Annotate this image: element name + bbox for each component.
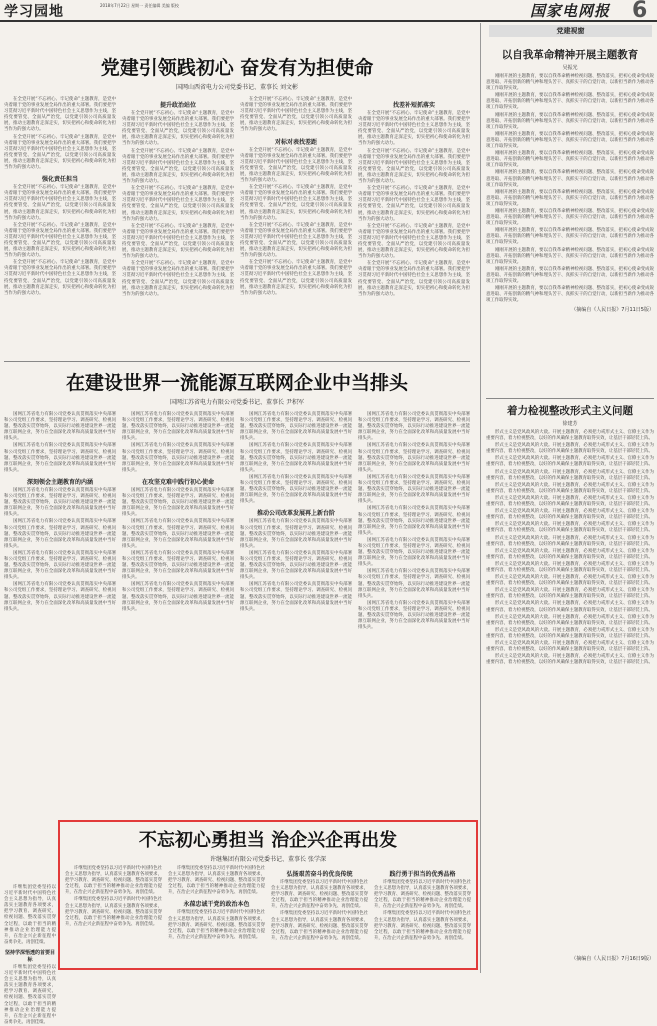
article-1-body: 在全党开展“不忘初心、牢记使命”主题教育，是党中央着眼于党的事业发展全局作出的重大部署。我们要把学习贯彻习近平新时代中国特色社会主义思想作为主线，坚持党要管党、全面从严治党，以党建引领公司高质量发展，推动主题教育走深走实，切实把初心和使命转化为担当作为的强大动力。 在全党开展“不忘初心、牢记使命”主题教育，是党中央着眼于党的事业发展全局作出的重大部署。我们要把学习贯彻习近平新时代中国特色社会主义思想作为主线，坚持党要管党、全面从严治党，以党建引领公司高质量发展，推动主题教育走深走实，切实把初心和使命转化为担当作为的强大动力。 强化责任担当 在全党开展“不忘初心、牢记使命”主题教育，是党中央着眼于党的事业发展全局作出的重大部署。我们要把学习贯彻习近平新时代中国特色社会主义思想作为主线，坚持党要管党、全面从严治党，以党建引领公司高质量发展，推动主题教育走深走实，切实把初心和使命转化为担当作为的强大动力。 在全党开展“不忘初心、牢记使命”主题教育，是党中央着眼于党的事业发展全局作出的重大部署。我们要把学习贯彻习近平新时代中国特色社会主义思想作为主线，坚持党要管党、全面从严治党，以党建引领公司高质量发展，推动主题教育走深走实，切实把初心和使命转化为担当作为的强大动力。 在全党开展“不忘初心、牢记使命”主题教育，是党中央着眼于党的事业发展全局作出的重大部署。我们要把学习贯彻习近平新时代中国特色社会主义思想作为主线，坚持党要管党、全面从严治党，以党建引领公司高质量发展，推动主题教育走深走实，切实把初心和使命转化为担当作为的强大动力。 提升政治站位 在全党开展“不忘初心、牢记使命”主题教育，是党中央着眼于党的事业发展全局作出的重大部署。我们要把学习贯彻习近平新时代中国特色社会主义思想作为主线，坚持党要管党、全面从严治党，以党建引领公司高质量发展，推动主题教育走深走实，切实把初心和使命转化为担当作为的强大动力。 在全党开展“不忘初心、牢记使命”主题教育，是党中央着眼于党的事业发展全局作出的重大部署。我们要把学习贯彻习近平新时代中国特色社会主义思想作为主线，坚持党要管党、全面从严治党，以党建引领公司高质量发展，推动主题教育走深走实，切实把初心和使命转化为担当作为的强大动力。 在全党开展“不忘初心、牢记使命”主题教育，是党中央着眼于党的事业发展全局作出的重大部署。我们要把学习贯彻习近平新时代中国特色社会主义思想作为主线，坚持党要管党、全面从严治党，以党建引领公司高质量发展，推动主题教育走深走实，切实把初心和使命转化为担当作为的强大动力。 在全党开展“不忘初心、牢记使命”主题教育，是党中央着眼于党的事业发展全局作出的重大部署。我们要把学习贯彻习近平新时代中国特色社会主义思想作为主线，坚持党要管党、全面从严治党，以党建引领公司高质量发展，推动主题教育走深走实，切实把初心和使命转化为担当作为的强大动力。 在全党开展“不忘初心、牢记使命”主题教育，是党中央着眼于党的事业发展全局作出的重大部署。我们要把学习贯彻习近平新时代中国特色社会主义思想作为主线，坚持党要管党、全面从严治党，以党建引领公司高质量发展，推动主题教育走深走实，切实把初心和使命转化为担当作为的强大动力。 在全党开展“不忘初心、牢记使命”主题教育，是党中央着眼于党的事业发展全局作出的重大部署。我们要把学习贯彻习近平新时代中国特色社会主义思想作为主线，坚持党要管党、全面从严治党，以党建引领公司高质量发展，推动主题教育走深走实，切实把初心和使命转化为担当作为的强大动力。 对标对表找差距 在全党开展“不忘初心、牢记使命”主题教育，是党中央着眼于党的事业发展全局作出的重大部署。我们要把学习贯彻习近平新时代中国特色社会主义思想作为主线，坚持党要管党、全面从严治党，以党建引领公司高质量发展，推动主题教育走深走实，切实把初心和使命转化为担当作为的强大动力。 在全党开展“不忘初心、牢记使命”主题教育，是党中央着眼于党的事业发展全局作出的重大部署。我们要把学习贯彻习近平新时代中国特色社会主义思想作为主线，坚持党要管党、全面从严治党，以党建引领公司高质量发展，推动主题教育走深走实，切实把初心和使命转化为担当作为的强大动力。 在全党开展“不忘初心、牢记使命”主题教育，是党中央着眼于党的事业发展全局作出的重大部署。我们要把学习贯彻习近平新时代中国特色社会主义思想作为主线，坚持党要管党、全面从严治党，以党建引领公司高质量发展，推动主题教育走深走实，切实把初心和使命转化为担当作为的强大动力。 在全党开展“不忘初心、牢记使命”主题教育，是党中央着眼于党的事业发展全局作出的重大部署。我们要把学习贯彻习近平新时代中国特色社会主义思想作为主线，坚持党要管党、全面从严治党，以党建引领公司高质量发展，推动主题教育走深走实，切实把初心和使命转化为担当作为的强大动力。 找差补短抓落实 在全党开展“不忘初心、牢记使命”主题教育，是党中央着眼于党的事业发展全局作出的重大部署。我们要把学习贯彻习近平新时代中国特色社会主义思想作为主线，坚持党要管党、全面从严治党，以党建引领公司高质量发展，推动主题教育走深走实，切实把初心和使命转化为担当作为的强大动力。 在全党开展“不忘初心、牢记使命”主题教育，是党中央着眼于党的事业发展全局作出的重大部署。我们要把学习贯彻习近平新时代中国特色社会主义思想作为主线，坚持党要管党、全面从严治党，以党建引领公司高质量发展，推动主题教育走深走实，切实把初心和使命转化为担当作为的强大动力。 在全党开展“不忘初心、牢记使命”主题教育，是党中央着眼于党的事业发展全局作出的重大部署。我们要把学习贯彻习近平新时代中国特色社会主义思想作为主线，坚持党要管党、全面从严治党，以党建引领公司高质量发展，推动主题教育走深走实，切实把初心和使命转化为担当作为的强大动力。 在全党开展“不忘初心、牢记使命”主题教育，是党中央着眼于党的事业发展全局作出的重大部署。我们要把学习贯彻习近平新时代中国特色社会主义思想作为主线，坚持党要管党、全面从严治党，以党建引领公司高质量发展，推动主题教育走深走实，切实把初心和使命转化为担当作为的强大动力。 在全党开展“不忘初心、牢记使命”主题教育，是党中央着眼于党的事业发展全局作出的重大部署。我们要把学习贯彻习近平新时代中国特色社会主义思想作为主线，坚持党要管党、全面从严治党，以党建引领公司高质量发展，推动主题教育走深走实，切实把初心和使命转化为担当作为的强大动力。: [4, 97, 470, 297]
article-1-subhead-1: 强化责任担当: [41, 176, 78, 184]
article-3-highlighted: [58, 820, 478, 970]
article-3-subhead-1: 坚持学深悟透的首要目标: [4, 949, 55, 963]
article-2-body: 国网江苏省电力有限公司党委认真贯彻落实中央部署和公司党组工作要求，坚持理论学习、调查研究、检视问题、整改落实贯穿始终，以实际行动推进建设世界一流能源互联网企业，努力在全面深化改革和高质量发展中当好排头兵。 国网江苏省电力有限公司党委认真贯彻落实中央部署和公司党组工作要求，坚持理论学习、调查研究、检视问题、整改落实贯穿始终，以实际行动推进建设世界一流能源互联网企业，努力在全面深化改革和高质量发展中当好排头兵。 深刻领会主题教育的内涵 国网江苏省电力有限公司党委认真贯彻落实中央部署和公司党组工作要求，坚持理论学习、调查研究、检视问题、整改落实贯穿始终，以实际行动推进建设世界一流能源互联网企业，努力在全面深化改革和高质量发展中当好排头兵。 国网江苏省电力有限公司党委认真贯彻落实中央部署和公司党组工作要求，坚持理论学习、调查研究、检视问题、整改落实贯穿始终，以实际行动推进建设世界一流能源互联网企业，努力在全面深化改革和高质量发展中当好排头兵。 国网江苏省电力有限公司党委认真贯彻落实中央部署和公司党组工作要求，坚持理论学习、调查研究、检视问题、整改落实贯穿始终，以实际行动推进建设世界一流能源互联网企业，努力在全面深化改革和高质量发展中当好排头兵。 国网江苏省电力有限公司党委认真贯彻落实中央部署和公司党组工作要求，坚持理论学习、调查研究、检视问题、整改落实贯穿始终，以实际行动推进建设世界一流能源互联网企业，努力在全面深化改革和高质量发展中当好排头兵。 国网江苏省电力有限公司党委认真贯彻落实中央部署和公司党组工作要求，坚持理论学习、调查研究、检视问题、整改落实贯穿始终，以实际行动推进建设世界一流能源互联网企业，努力在全面深化改革和高质量发展中当好排头兵。 国网江苏省电力有限公司党委认真贯彻落实中央部署和公司党组工作要求，坚持理论学习、调查研究、检视问题、整改落实贯穿始终，以实际行动推进建设世界一流能源互联网企业，努力在全面深化改革和高质量发展中当好排头兵。 在攻坚克难中践行初心使命 国网江苏省电力有限公司党委认真贯彻落实中央部署和公司党组工作要求，坚持理论学习、调查研究、检视问题、整改落实贯穿始终，以实际行动推进建设世界一流能源互联网企业，努力在全面深化改革和高质量发展中当好排头兵。 国网江苏省电力有限公司党委认真贯彻落实中央部署和公司党组工作要求，坚持理论学习、调查研究、检视问题、整改落实贯穿始终，以实际行动推进建设世界一流能源互联网企业，努力在全面深化改革和高质量发展中当好排头兵。 国网江苏省电力有限公司党委认真贯彻落实中央部署和公司党组工作要求，坚持理论学习、调查研究、检视问题、整改落实贯穿始终，以实际行动推进建设世界一流能源互联网企业，努力在全面深化改革和高质量发展中当好排头兵。 国网江苏省电力有限公司党委认真贯彻落实中央部署和公司党组工作要求，坚持理论学习、调查研究、检视问题、整改落实贯穿始终，以实际行动推进建设世界一流能源互联网企业，努力在全面深化改革和高质量发展中当好排头兵。 国网江苏省电力有限公司党委认真贯彻落实中央部署和公司党组工作要求，坚持理论学习、调查研究、检视问题、整改落实贯穿始终，以实际行动推进建设世界一流能源互联网企业，努力在全面深化改革和高质量发展中当好排头兵。 国网江苏省电力有限公司党委认真贯彻落实中央部署和公司党组工作要求，坚持理论学习、调查研究、检视问题、整改落实贯穿始终，以实际行动推进建设世界一流能源互联网企业，努力在全面深化改革和高质量发展中当好排头兵。 国网江苏省电力有限公司党委认真贯彻落实中央部署和公司党组工作要求，坚持理论学习、调查研究、检视问题、整改落实贯穿始终，以实际行动推进建设世界一流能源互联网企业，努力在全面深化改革和高质量发展中当好排头兵。 推动公司改革发展再上新台阶 国网江苏省电力有限公司党委认真贯彻落实中央部署和公司党组工作要求，坚持理论学习、调查研究、检视问题、整改落实贯穿始终，以实际行动推进建设世界一流能源互联网企业，努力在全面深化改革和高质量发展中当好排头兵。 国网江苏省电力有限公司党委认真贯彻落实中央部署和公司党组工作要求，坚持理论学习、调查研究、检视问题、整改落实贯穿始终，以实际行动推进建设世界一流能源互联网企业，努力在全面深化改革和高质量发展中当好排头兵。 国网江苏省电力有限公司党委认真贯彻落实中央部署和公司党组工作要求，坚持理论学习、调查研究、检视问题、整改落实贯穿始终，以实际行动推进建设世界一流能源互联网企业，努力在全面深化改革和高质量发展中当好排头兵。 国网江苏省电力有限公司党委认真贯彻落实中央部署和公司党组工作要求，坚持理论学习、调查研究、检视问题、整改落实贯穿始终，以实际行动推进建设世界一流能源互联网企业，努力在全面深化改革和高质量发展中当好排头兵。 国网江苏省电力有限公司党委认真贯彻落实中央部署和公司党组工作要求，坚持理论学习、调查研究、检视问题、整改落实贯穿始终，以实际行动推进建设世界一流能源互联网企业，努力在全面深化改革和高质量发展中当好排头兵。 国网江苏省电力有限公司党委认真贯彻落实中央部署和公司党组工作要求，坚持理论学习、调查研究、检视问题、整改落实贯穿始终，以实际行动推进建设世界一流能源互联网企业，努力在全面深化改革和高质量发展中当好排头兵。 国网江苏省电力有限公司党委认真贯彻落实中央部署和公司党组工作要求，坚持理论学习、调查研究、检视问题、整改落实贯穿始终，以实际行动推进建设世界一流能源互联网企业，努力在全面深化改革和高质量发展中当好排头兵。 国网江苏省电力有限公司党委认真贯彻落实中央部署和公司党组工作要求，坚持理论学习、调查研究、检视问题、整改落实贯穿始终，以实际行动推进建设世界一流能源互联网企业，努力在全面深化改革和高质量发展中当好排头兵。 国网江苏省电力有限公司党委认真贯彻落实中央部署和公司党组工作要求，坚持理论学习、调查研究、检视问题、整改落实贯穿始终，以实际行动推进建设世界一流能源互联网企业，努力在全面深化改革和高质量发展中当好排头兵。 国网江苏省电力有限公司党委认真贯彻落实中央部署和公司党组工作要求，坚持理论学习、调查研究、检视问题、整改落实贯穿始终，以实际行动推进建设世界一流能源互联网企业，努力在全面深化改革和高质量发展中当好排头兵。: [4, 412, 470, 631]
article-3-headline: 不忘初心勇担当 治企兴企再出发: [138, 830, 398, 851]
sidebar-article-2-author: 徐建芳: [562, 421, 578, 427]
sidebar-label: 党建视窗: [489, 25, 652, 37]
sidebar-article-2-title: 着力检视整改形式主义问题: [507, 405, 633, 417]
sidebar-divider: [486, 398, 654, 399]
sidebar-article-1: 以自我革命精神开展主题教育 吴振光 刚刚开展的主题教育，要以自我革命精神检视问题、整改落实，把初心使命变成锐意进取、开拓创新的精气神和埋头苦干、真抓实干的自觉行动，以新担当新作为推动各项工作取得实效。 刚刚开展的主题教育，要以自我革命精神检视问题、整改落实，把初心使命变成锐意进取、开拓创新的精气神和埋头苦干、真抓实干的自觉行动，以新担当新作为推动各项工作取得实效。 刚刚开展的主题教育，要以自我革命精神检视问题、整改落实，把初心使命变成锐意进取、开拓创新的精气神和埋头苦干、真抓实干的自觉行动，以新担当新作为推动各项工作取得实效。 刚刚开展的主题教育，要以自我革命精神检视问题、整改落实，把初心使命变成锐意进取、开拓创新的精气神和埋头苦干、真抓实干的自觉行动，以新担当新作为推动各项工作取得实效。 刚刚开展的主题教育，要以自我革命精神检视问题、整改落实，把初心使命变成锐意进取、开拓创新的精气神和埋头苦干、真抓实干的自觉行动，以新担当新作为推动各项工作取得实效。 刚刚开展的主题教育，要以自我革命精神检视问题、整改落实，把初心使命变成锐意进取、开拓创新的精气神和埋头苦干、真抓实干的自觉行动，以新担当新作为推动各项工作取得实效。 刚刚开展的主题教育，要以自我革命精神检视问题、整改落实，把初心使命变成锐意进取、开拓创新的精气神和埋头苦干、真抓实干的自觉行动，以新担当新作为推动各项工作取得实效。 刚刚开展的主题教育，要以自我革命精神检视问题、整改落实，把初心使命变成锐意进取、开拓创新的精气神和埋头苦干、真抓实干的自觉行动，以新担当新作为推动各项工作取得实效。 刚刚开展的主题教育，要以自我革命精神检视问题、整改落实，把初心使命变成锐意进取、开拓创新的精气神和埋头苦干、真抓实干的自觉行动，以新担当新作为推动各项工作取得实效。 刚刚开展的主题教育，要以自我革命精神检视问题、整改落实，把初心使命变成锐意进取、开拓创新的精气神和埋头苦干、真抓实干的自觉行动，以新担当新作为推动各项工作取得实效。 刚刚开展的主题教育，要以自我革命精神检视问题、整改落实，把初心使命变成锐意进取、开拓创新的精气神和埋头苦干、真抓实干的自觉行动，以新担当新作为推动各项工作取得实效。 刚刚开展的主题教育，要以自我革命精神检视问题、整改落实，把初心使命变成锐意进取、开拓创新的精气神和埋头苦干、真抓实干的自觉行动，以新担当新作为推动各项工作取得实效。 （摘编自《人民日报》7月11日5版）: [486, 49, 654, 314]
article-2-subhead-3: 推动公司改革发展再上新台阶: [256, 510, 335, 518]
article-1-subhead-2: 提升政治站位: [159, 102, 196, 109]
sidebar-article-2-source: （摘编自《人民日报》7月16日9版）: [571, 956, 654, 962]
sidebar-article-1-author: 吴振光: [562, 65, 578, 71]
sidebar-article-1-title: 以自我革命精神开展主题教育: [501, 49, 639, 61]
article-3-subhead-4: 践行勇于担当的优秀品格: [389, 871, 456, 878]
main-content: [0, 23, 480, 1025]
article-3-body: 许继集团党委坚持以习近平新时代中国特色社会主义思想为指导，认真落实主题教育各项要求，把学习教育、调查研究、检视问题、整改落实贯穿全过程，以敢于担当的精神推动企业治理能力提升，在治企兴企新征程中奋勇争先、再创佳绩。 许继集团党委坚持以习近平新时代中国特色社会主义思想为指导，认真落实主题教育各项要求，把学习教育、调查研究、检视问题、整改落实贯穿全过程，以敢于担当的精神推动企业治理能力提升，在治企兴企新征程中奋勇争先、再创佳绩。 许继集团党委坚持以习近平新时代中国特色社会主义思想为指导，认真落实主题教育各项要求，把学习教育、调查研究、检视问题、整改落实贯穿全过程，以敢于担当的精神推动企业治理能力提升，在治企兴企新征程中奋勇争先、再创佳绩。 永葆忠诚干党的政治本色 许继集团党委坚持以习近平新时代中国特色社会主义思想为指导，认真落实主题教育各项要求，把学习教育、调查研究、检视问题、整改落实贯穿全过程，以敢于担当的精神推动企业治理能力提升，在治企兴企新征程中奋勇争先、再创佳绩。 弘扬艰苦奋斗的优良传统 许继集团党委坚持以习近平新时代中国特色社会主义思想为指导，认真落实主题教育各项要求，把学习教育、调查研究、检视问题、整改落实贯穿全过程，以敢于担当的精神推动企业治理能力提升，在治企兴企新征程中奋勇争先、再创佳绩。 许继集团党委坚持以习近平新时代中国特色社会主义思想为指导，认真落实主题教育各项要求，把学习教育、调查研究、检视问题、整改落实贯穿全过程，以敢于担当的精神推动企业治理能力提升，在治企兴企新征程中奋勇争先、再创佳绩。 践行勇于担当的优秀品格 许继集团党委坚持以习近平新时代中国特色社会主义思想为指导，认真落实主题教育各项要求，把学习教育、调查研究、检视问题、整改落实贯穿全过程，以敢于担当的精神推动企业治理能力提升，在治企兴企新征程中奋勇争先、再创佳绩。 许继集团党委坚持以习近平新时代中国特色社会主义思想为指导，认真落实主题教育各项要求，把学习教育、调查研究、检视问题、整改落实贯穿全过程，以敢于担当的精神推动企业治理能力提升，在治企兴企新征程中奋勇争先、再创佳绩。: [65, 866, 471, 941]
article-2-headline: 在建设世界一流能源互联网企业中当排头: [65, 372, 408, 394]
sidebar: [480, 23, 657, 973]
section-name: 学习园地: [4, 4, 64, 20]
masthead: 国家电网报: [530, 2, 611, 20]
article-2-byline: 国网江苏省电力有限公司党委书记、董事长 尹积军: [170, 399, 304, 406]
article-1-subhead-4: 找差补短抓落实: [392, 102, 435, 109]
sidebar-article-1-source: （摘编自《人民日报》7月11日5版）: [571, 307, 654, 314]
article-3-left-column: 许继集团党委坚持以习近平新时代中国特色社会主义思想为指导，认真落实主题教育各项要求，把学习教育、调查研究、检视问题、整改落实贯穿全过程，以敢于担当的精神推动企业治理能力提升，在治企兴企新征程中奋勇争先、再创佳绩。 坚持学深悟透的首要目标 许继集团党委坚持以习近平新时代中国特色社会主义思想为指导，认真落实主题教育各项要求，把学习教育、调查研究、检视问题、整改落实贯穿全过程，以敢于担当的精神推动企业治理能力提升，在治企兴企新征程中奋勇争先、再创佳绩。: [4, 885, 56, 1025]
publication-info: 2018年7月22日 星期一 责任编辑 美编 版校: [100, 3, 179, 8]
article-1-headline: 党建引领践初心 奋发有为担使命: [100, 57, 374, 79]
article-2-subhead-1: 深刻领会主题教育的内涵: [26, 478, 93, 486]
article-3-subhead-2: 弘扬艰苦奋斗的优良传统: [286, 871, 353, 878]
page-number: 6: [632, 0, 648, 23]
article-1-subhead-3: 对标对表找差距: [274, 138, 317, 146]
article-3-subhead-3: 永葆忠诚干党的政治本色: [183, 901, 250, 909]
article-2-subhead-2: 在攻坚克难中践行初心使命: [141, 478, 214, 486]
article-1-byline: 国网山西省电力公司党委书记、董事长 刘文彬: [176, 84, 298, 91]
article-1: [4, 53, 470, 317]
page-header: [0, 0, 657, 22]
article-2: [4, 368, 470, 792]
article-3-byline: 许继集团有限公司党委书记、董事长 张学深: [210, 856, 326, 863]
sidebar-article-2: 着力检视整改形式主义问题 徐建芳 形式主义是党风政风的大敌。开展主题教育，必须把力戒形式主义、官僚主义作为重要内容，着力检视整改，以好的作风确保主题教育取得实效，让基层干部轻装上阵。 形式主义是党风政风的大敌。开展主题教育，必须把力戒形式主义、官僚主义作为重要内容，着力检视整改，以好的作风确保主题教育取得实效，让基层干部轻装上阵。 形式主义是党风政风的大敌。开展主题教育，必须把力戒形式主义、官僚主义作为重要内容，着力检视整改，以好的作风确保主题教育取得实效，让基层干部轻装上阵。 形式主义是党风政风的大敌。开展主题教育，必须把力戒形式主义、官僚主义作为重要内容，着力检视整改，以好的作风确保主题教育取得实效，让基层干部轻装上阵。 形式主义是党风政风的大敌。开展主题教育，必须把力戒形式主义、官僚主义作为重要内容，着力检视整改，以好的作风确保主题教育取得实效，让基层干部轻装上阵。 形式主义是党风政风的大敌。开展主题教育，必须把力戒形式主义、官僚主义作为重要内容，着力检视整改，以好的作风确保主题教育取得实效，让基层干部轻装上阵。 形式主义是党风政风的大敌。开展主题教育，必须把力戒形式主义、官僚主义作为重要内容，着力检视整改，以好的作风确保主题教育取得实效，让基层干部轻装上阵。 形式主义是党风政风的大敌。开展主题教育，必须把力戒形式主义、官僚主义作为重要内容，着力检视整改，以好的作风确保主题教育取得实效，让基层干部轻装上阵。 形式主义是党风政风的大敌。开展主题教育，必须把力戒形式主义、官僚主义作为重要内容，着力检视整改，以好的作风确保主题教育取得实效，让基层干部轻装上阵。 形式主义是党风政风的大敌。开展主题教育，必须把力戒形式主义、官僚主义作为重要内容，着力检视整改，以好的作风确保主题教育取得实效，让基层干部轻装上阵。 形式主义是党风政风的大敌。开展主题教育，必须把力戒形式主义、官僚主义作为重要内容，着力检视整改，以好的作风确保主题教育取得实效，让基层干部轻装上阵。 形式主义是党风政风的大敌。开展主题教育，必须把力戒形式主义、官僚主义作为重要内容，着力检视整改，以好的作风确保主题教育取得实效，让基层干部轻装上阵。 形式主义是党风政风的大敌。开展主题教育，必须把力戒形式主义、官僚主义作为重要内容，着力检视整改，以好的作风确保主题教育取得实效，让基层干部轻装上阵。 形式主义是党风政风的大敌。开展主题教育，必须把力戒形式主义、官僚主义作为重要内容，着力检视整改，以好的作风确保主题教育取得实效，让基层干部轻装上阵。 形式主义是党风政风的大敌。开展主题教育，必须把力戒形式主义、官僚主义作为重要内容，着力检视整改，以好的作风确保主题教育取得实效，让基层干部轻装上阵。 形式主义是党风政风的大敌。开展主题教育，必须把力戒形式主义、官僚主义作为重要内容，着力检视整改，以好的作风确保主题教育取得实效，让基层干部轻装上阵。 形式主义是党风政风的大敌。开展主题教育，必须把力戒形式主义、官僚主义作为重要内容，着力检视整改，以好的作风确保主题教育取得实效，让基层干部轻装上阵。 形式主义是党风政风的大敌。开展主题教育，必须把力戒形式主义、官僚主义作为重要内容，着力检视整改，以好的作风确保主题教育取得实效，让基层干部轻装上阵。: [486, 405, 654, 666]
article-divider-1: [4, 361, 470, 362]
